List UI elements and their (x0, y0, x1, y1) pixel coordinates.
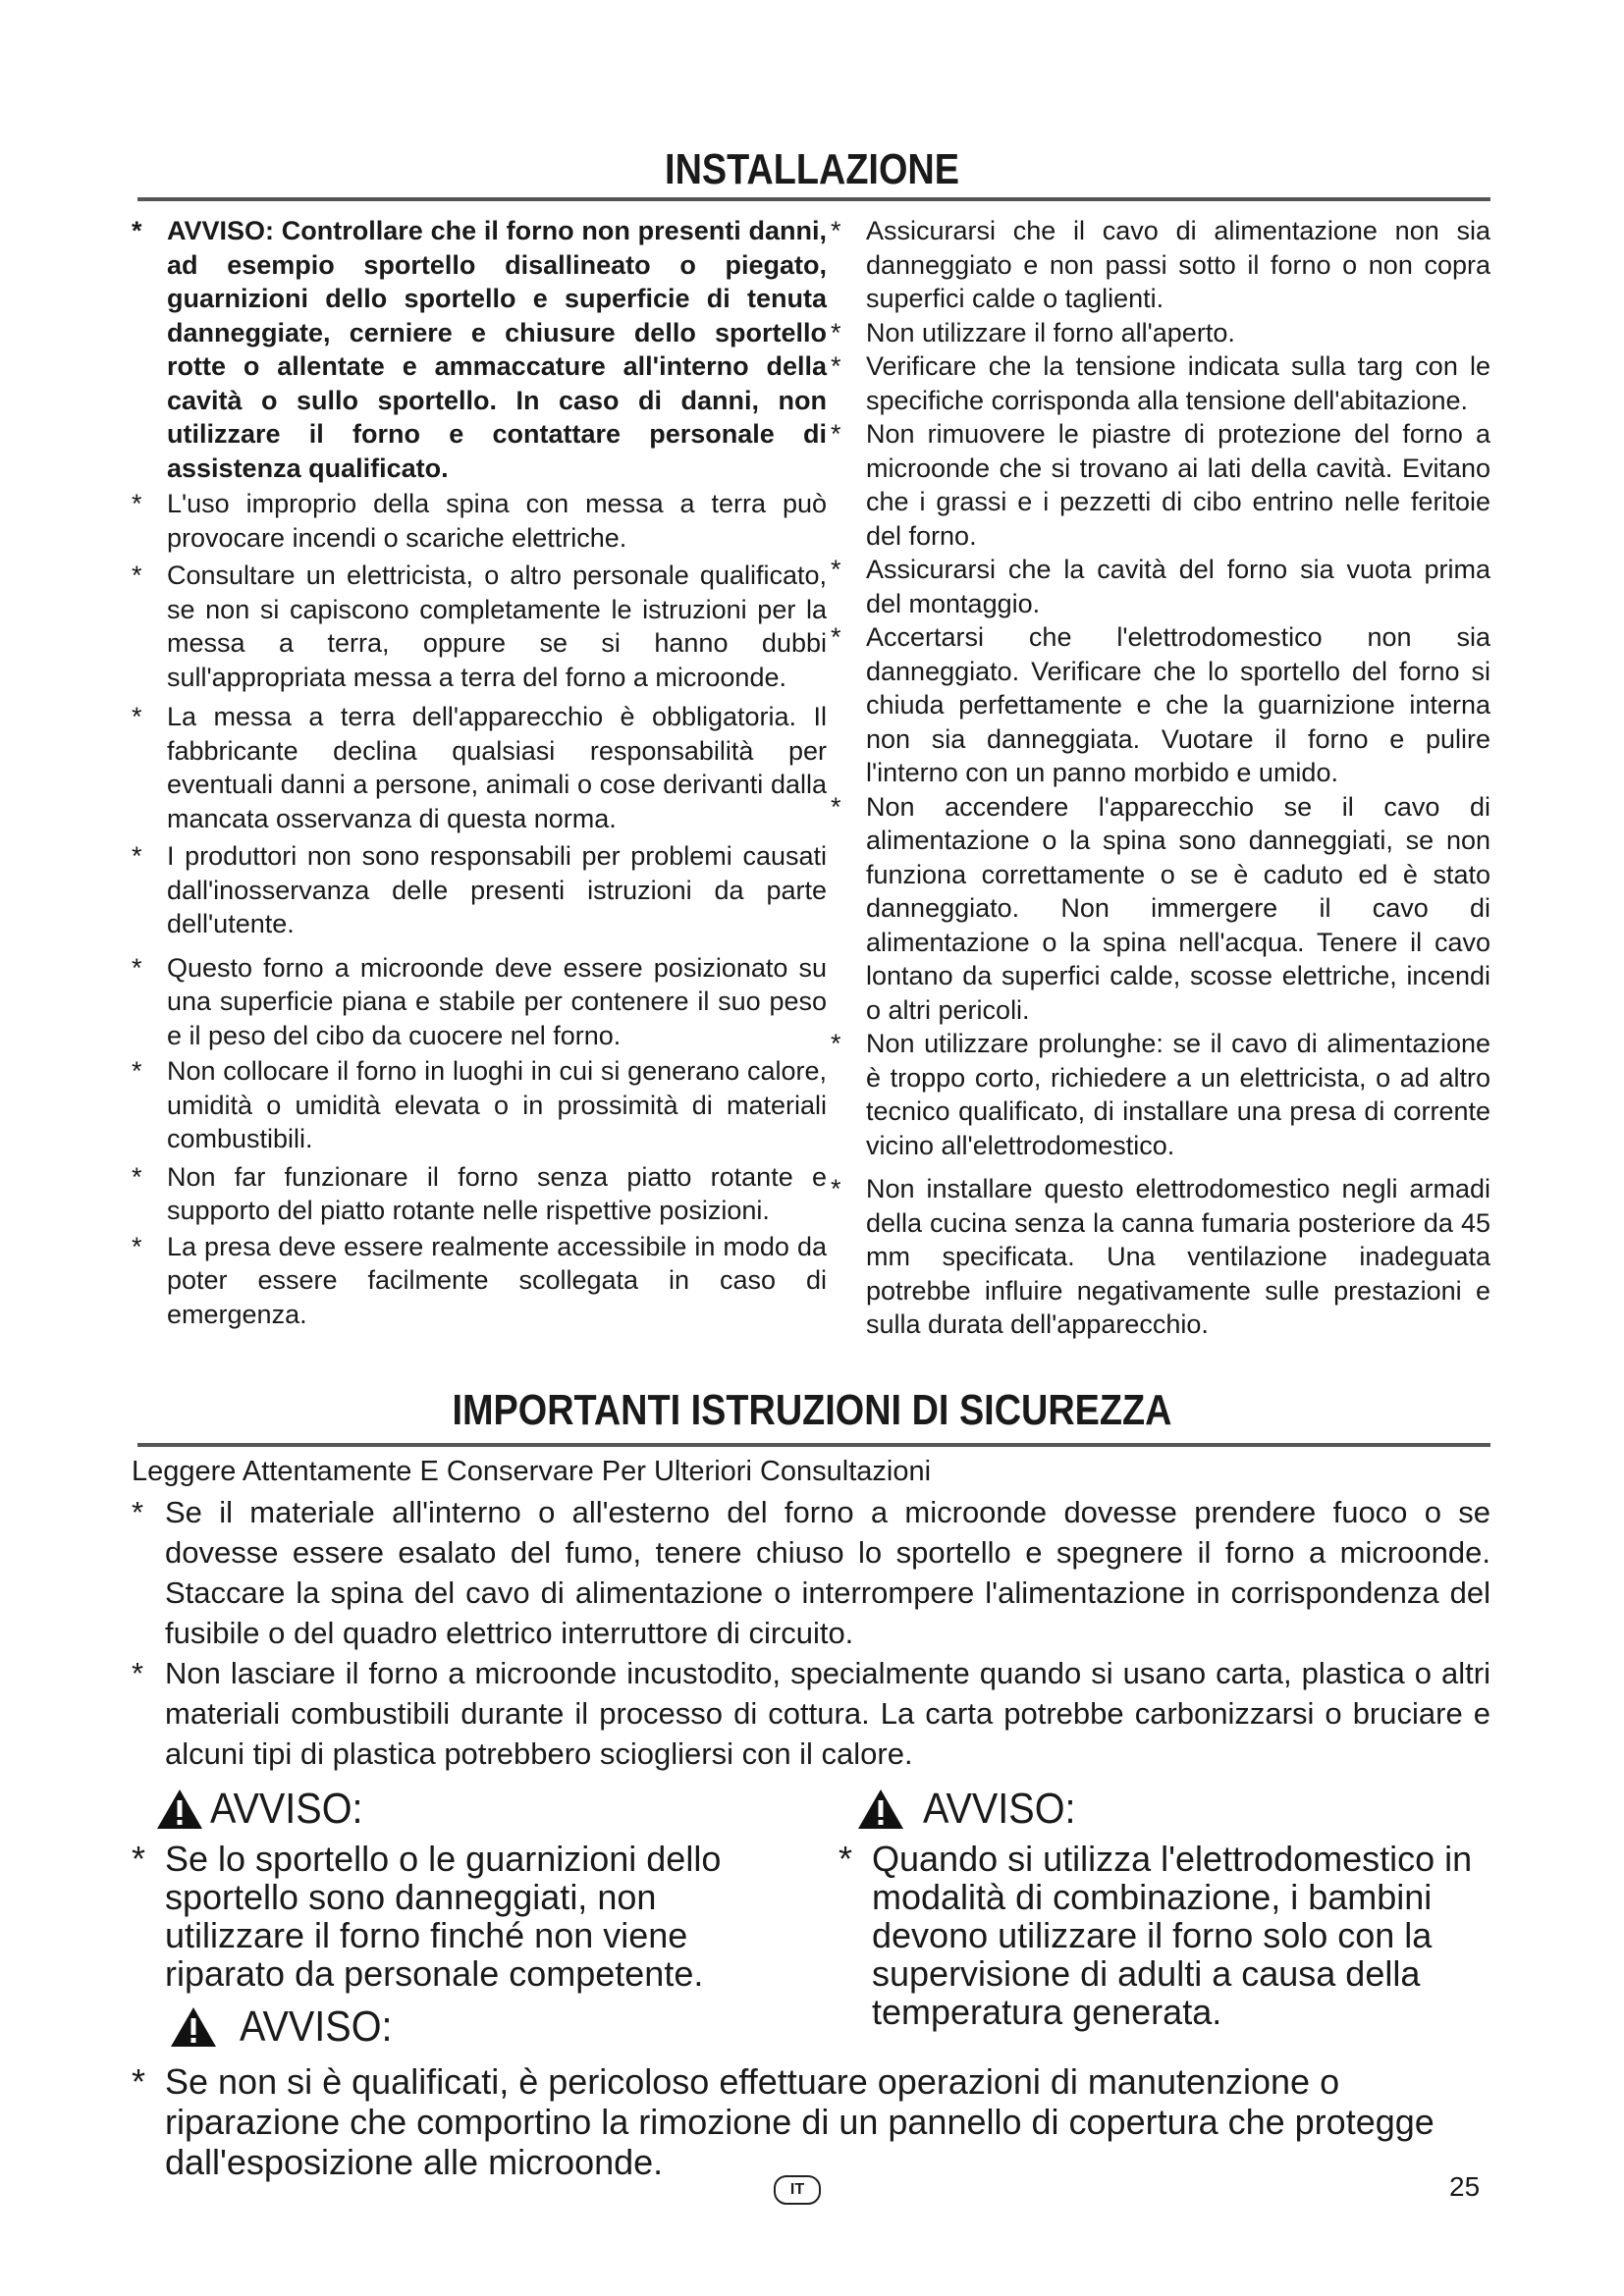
item-text: Se non si è qualificati, è pericoloso effettuare operazioni di manutenzione o riparazione che comportino la rimozione di un pannello di copertura che protegge dall'esposizione alle microonde. (165, 2061, 1435, 2182)
item-text: Non utilizzare prolunghe: se il cavo di alimentazione è troppo corto, richiedere a un elettricista, o ad altro tecnico qualificato, di installare una presa di corrente vicino all'elettrodomestico. (866, 1029, 1490, 1160)
item-text: Se il materiale all'interno o all'esterno del forno a microonde dovesse prendere fuoco o se dovesse essere esalato del fumo, tenere chiuso lo sportello e spegnere il forno a microonde. Staccare la spina del cavo di alimentazione o interrompere l'alimentazione in corrispondenza del fusibile o del quadro elettrico interruttore di circuito. (165, 1495, 1490, 1650)
bullet-asterisk: * (831, 1174, 841, 1203)
bullet-asterisk: * (132, 216, 142, 245)
item-text: La messa a terra dell'apparecchio è obbligatoria. Il fabbricante declina qualsiasi responsabilità per eventuali danni a persone, animali o cose derivanti dalla mancata osservanza di questa norma. (167, 702, 827, 833)
list-item (132, 700, 827, 835)
list-item (831, 620, 1490, 790)
sicurezza-list (132, 1492, 1490, 1774)
item-text: Non installare questo elettrodomestico negli armadi della cucina senza la canna fumaria posteriore da 45 mm specificata. Una ventilazione inadeguata potrebbe influire negativamente sulle prestazioni e sulla durata dell'apparecchio. (866, 1174, 1490, 1339)
bullet-asterisk: * (132, 1839, 146, 1879)
warning-header-bottom (169, 2002, 409, 2052)
list-item (831, 417, 1490, 553)
list-item (132, 839, 827, 941)
list-item (132, 951, 827, 1053)
language-badge: IT (774, 2175, 821, 2205)
bullet-asterisk: * (831, 317, 841, 347)
item-text: Questo forno a microonde deve essere posizionato su una superficie piana e stabile per contenere il suo peso e il peso del cibo da cuocere nel forno. (167, 952, 827, 1050)
bullet-asterisk: * (831, 622, 841, 652)
warning-label: AVVISO: (210, 1785, 363, 1833)
list-item (132, 1054, 827, 1156)
item-text: Non rimuovere le piastre di protezione del forno a microonde che si trovano ai lati della cavità. Evitano che i grassi e i pezzetti di cibo entrino nelle feritoie del forno. (866, 419, 1490, 551)
bullet-asterisk: * (132, 952, 142, 983)
item-text: Non lasciare il forno a microonde incustodito, specialmente quando si usano carta, plastica o altri materiali combustibili durante il processo di cottura. La carta potrebbe carbonizzarsi o bruciare e alcuni tipi di plastica potrebbero sciogliersi con il calore. (165, 1656, 1490, 1771)
item-text: I produttori non sono responsabili per problemi causati dall'inosservanza delle presenti istruzioni da parte dell'utente. (167, 841, 827, 938)
bullet-asterisk: * (831, 419, 841, 449)
list-item (132, 214, 827, 485)
list-item (132, 1653, 1490, 1774)
list-item (831, 790, 1490, 1028)
page-number: 25 (1449, 2171, 1481, 2202)
list-item (831, 316, 1490, 350)
item-text: La presa deve essere realmente accessibile in modo da poter essere facilmente scollegata in caso di emergenza. (167, 1231, 827, 1329)
item-text: Consultare un elettricista, o altro personale qualificato, se non si capiscono completamente le istruzioni per la messa a terra, oppure se si hanno dubbi sull'appropriata messa a terra del forno a microonde. (167, 561, 827, 692)
item-text: Quando si utilizza l'elettrodomestico in modalità di combinazione, i bambini devono utilizzare il forno solo con la supervisione di adulti a causa della temperatura generata. (872, 1839, 1473, 2032)
list-item (831, 553, 1490, 620)
bullet-asterisk: * (132, 1231, 142, 1261)
item-text: L'uso improprio della spina con messa a terra può provocare incendi o scariche elettriche. (167, 489, 827, 553)
warning-header-right (856, 1785, 1093, 1834)
warning-label: AVVISO: (240, 2002, 393, 2051)
warning-triangle-icon (155, 1788, 204, 1831)
list-item (132, 2061, 1490, 2182)
title-rule-sicurezza (137, 1443, 1490, 1447)
warning-triangle-icon (169, 2005, 218, 2049)
warning-header-left (155, 1785, 380, 1834)
bullet-asterisk: * (132, 2061, 146, 2102)
list-item (132, 1840, 789, 1993)
list-item (831, 1172, 1490, 1342)
item-text: Verificare che la tensione indicata sulla targ con le specifiche corrisponda alla tensione dell'abitazione. (866, 351, 1490, 415)
warning-right-text (839, 1840, 1487, 2031)
list-item (839, 1840, 1487, 2031)
bullet-asterisk: * (831, 555, 841, 584)
sicurezza-intro: Leggere Attentamente E Conservare Per Ulteriori Consultazioni (132, 1456, 932, 1487)
bullet-asterisk: * (132, 489, 142, 518)
bullet-asterisk: * (132, 702, 142, 731)
bullet-asterisk: * (132, 1161, 142, 1192)
list-item (132, 487, 827, 555)
bullet-asterisk: * (831, 791, 841, 822)
section-title-installazione: INSTALLAZIONE (665, 145, 959, 193)
list-item (132, 1492, 1490, 1653)
item-text: AVVISO: Controllare che il forno non presenti danni, ad esempio sportello disallineato o piegato, guarnizioni dello sportello e superficie di tenuta danneggiate, cerniere e chiusure dello sportello rotte o allentate e ammaccature all'interno della cavità o sullo sportello. In caso di danni, non utilizzare il forno e contattare personale di assistenza qualificato. (167, 216, 827, 483)
item-text: Non utilizzare il forno all'aperto. (866, 317, 1235, 347)
warning-label: AVVISO: (923, 1785, 1076, 1833)
item-text: Assicurarsi che la cavità del forno sia vuota prima del montaggio. (866, 555, 1490, 618)
item-text: Non collocare il forno in luoghi in cui si generano calore, umidità o umidità elevata o in prossimità di materiali combustibili. (167, 1056, 827, 1153)
bullet-asterisk: * (132, 1495, 144, 1529)
item-text: Non far funzionare il forno senza piatto rotante e supporto del piatto rotante nelle rispettive posizioni. (167, 1161, 827, 1225)
installazione-right-column (831, 214, 1490, 1342)
list-item (831, 214, 1490, 316)
item-text: Assicurarsi che il cavo di alimentazione non sia danneggiato e non passi sotto il forno o non copra superfici calde o taglienti. (866, 216, 1490, 313)
bullet-asterisk: * (839, 1839, 853, 1879)
item-text: Accertarsi che l'elettrodomestico non sia danneggiato. Verificare che lo sportello del forno si chiuda perfettamente e che la guarnizione interna non sia danneggiata. Vuotare il forno e pulire l'interno con un panno morbido e umido. (866, 622, 1490, 787)
section-title-sicurezza: IMPORTANTI ISTRUZIONI DI SICUREZZA (452, 1386, 1172, 1434)
list-item (132, 1230, 827, 1332)
list-item (831, 1027, 1490, 1162)
bullet-asterisk: * (831, 351, 841, 381)
installazione-left-column (132, 214, 827, 1331)
item-text: Se lo sportello o le guarnizioni dello sportello sono danneggiati, non utilizzare il forno finché non viene riparato da personale competente. (165, 1839, 722, 1994)
bullet-asterisk: * (831, 216, 841, 245)
list-item (831, 349, 1490, 417)
warning-bottom-text (132, 2061, 1490, 2182)
item-text: Non accendere l'apparecchio se il cavo di alimentazione o la spina sono danneggiati, se non funziona correttamente o se è caduto ed è stato danneggiato. Non immergere il cavo di alimentazione o la spina nell'acqua. Tenere il cavo lontano da superfici calde, scosse elettriche, incendi o altri pericoli. (866, 791, 1490, 1025)
list-item (132, 1160, 827, 1228)
bullet-asterisk: * (132, 1656, 144, 1690)
title-rule-installazione (137, 197, 1490, 201)
warning-triangle-icon (856, 1788, 905, 1831)
warning-left-text (132, 1840, 789, 1993)
list-item (132, 559, 827, 694)
bullet-asterisk: * (132, 1056, 142, 1086)
bullet-asterisk: * (132, 561, 142, 590)
bullet-asterisk: * (132, 841, 142, 871)
bullet-asterisk: * (831, 1029, 841, 1058)
